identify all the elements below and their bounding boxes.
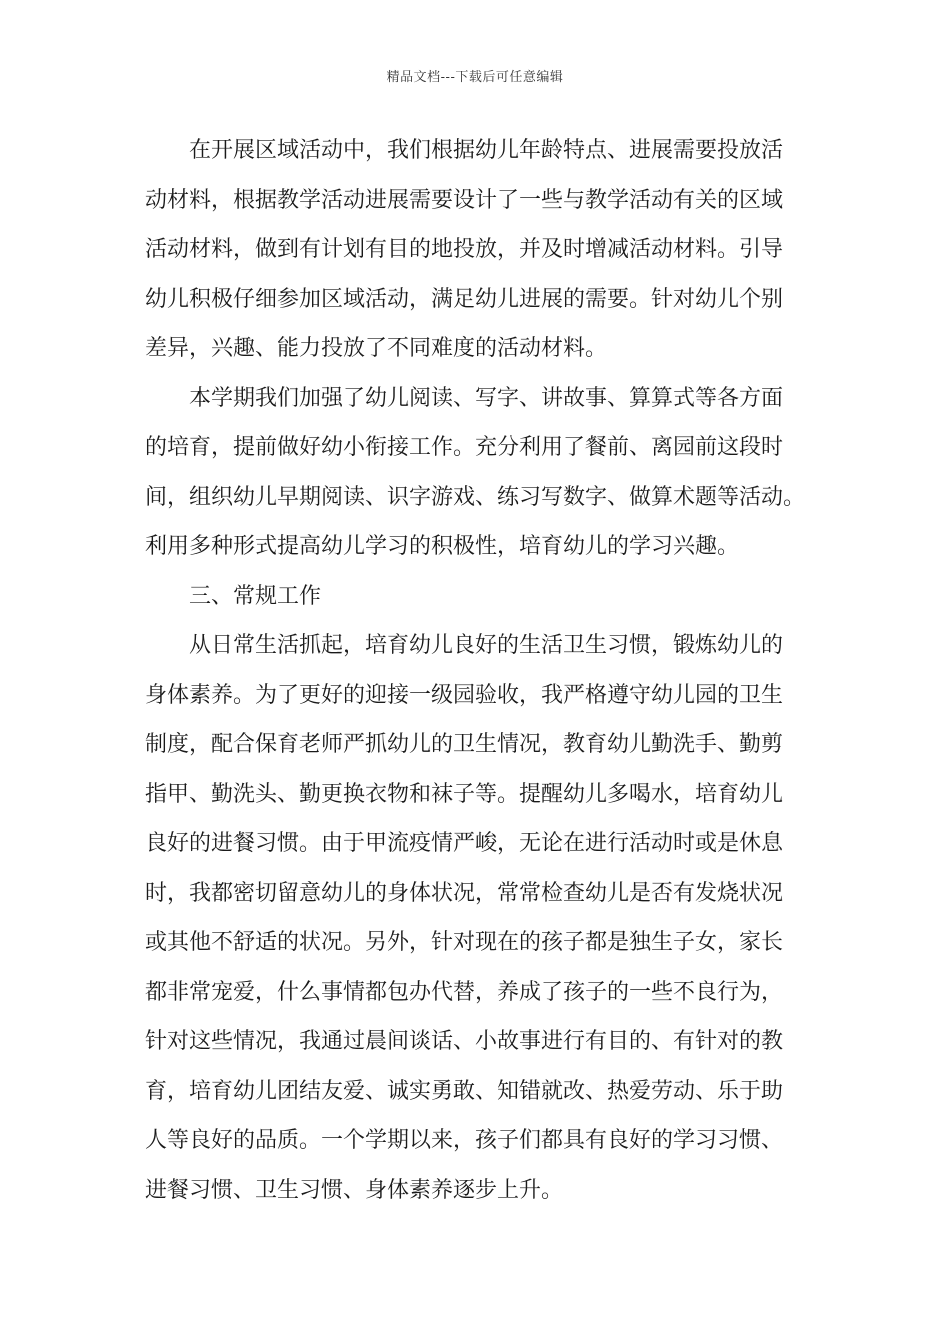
text-line: 动材料，根据教学活动进展需要设计了一些与教学活动有关的区域 xyxy=(145,187,784,213)
text-line: 育，培育幼儿团结友爱、诚实勇敢、知错就改、热爱劳动、乐于助 xyxy=(145,1078,784,1104)
text-line: 利用多种形式提高幼儿学习的积极性，培育幼儿的学习兴趣。 xyxy=(145,534,740,559)
text-line: 在开展区域活动中，我们根据幼儿年龄特点、进展需要投放活 xyxy=(189,138,784,163)
text-line: 制度，配合保育老师严抓幼儿的卫生情况，教育幼儿勤洗手、勤剪 xyxy=(145,732,784,757)
text-line: 指甲、勤洗头、勤更换衣物和袜子等。提醒幼儿多喝水，培育幼儿 xyxy=(145,781,784,807)
page-header: 精品文档---下载后可任意编辑 xyxy=(386,70,564,85)
document-body xyxy=(145,126,825,1215)
text-line: 或其他不舒适的状况。另外，针对现在的孩子都是独生子女，家长 xyxy=(145,930,784,955)
text-line: 身体素养。为了更好的迎接一级园验收，我严格遵守幼儿园的卫生 xyxy=(145,682,784,708)
section-heading: 三、常规工作 xyxy=(189,583,322,609)
text-line: 间，组织幼儿早期阅读、识字游戏、练习写数字、做算术题等活动。 xyxy=(145,484,806,510)
text-line: 时，我都密切留意幼儿的身体状况，常常检查幼儿是否有发烧状况 xyxy=(145,880,784,906)
text-line: 幼儿积极仔细参加区域活动，满足幼儿进展的需要。针对幼儿个别 xyxy=(145,286,784,312)
text-line: 良好的进餐习惯。由于甲流疫情严峻，无论在进行活动时或是休息 xyxy=(145,831,784,856)
text-line: 本学期我们加强了幼儿阅读、写字、讲故事、算算式等各方面 xyxy=(189,385,784,411)
text-line: 人等良好的品质。一个学期以来，孩子们都具有良好的学习习惯、 xyxy=(145,1128,784,1153)
text-line: 的培育，提前做好幼小衔接工作。充分利用了餐前、离园前这段时 xyxy=(145,435,784,460)
text-line: 针对这些情况，我通过晨间谈话、小故事进行有目的、有针对的教 xyxy=(145,1029,784,1054)
text-line: 从日常生活抓起，培育幼儿良好的生活卫生习惯，锻炼幼儿的 xyxy=(189,633,784,658)
text-line: 活动材料，做到有计划有目的地投放，并及时增减活动材料。引导 xyxy=(145,237,784,262)
text-line: 差异，兴趣、能力投放了不同难度的活动材料。 xyxy=(145,336,608,361)
text-line: 都非常宠爱，什么事情都包办代替，养成了孩子的一些不良行为， xyxy=(145,979,784,1005)
text-line: 进餐习惯、卫生习惯、身体素养逐步上升。 xyxy=(145,1177,564,1203)
